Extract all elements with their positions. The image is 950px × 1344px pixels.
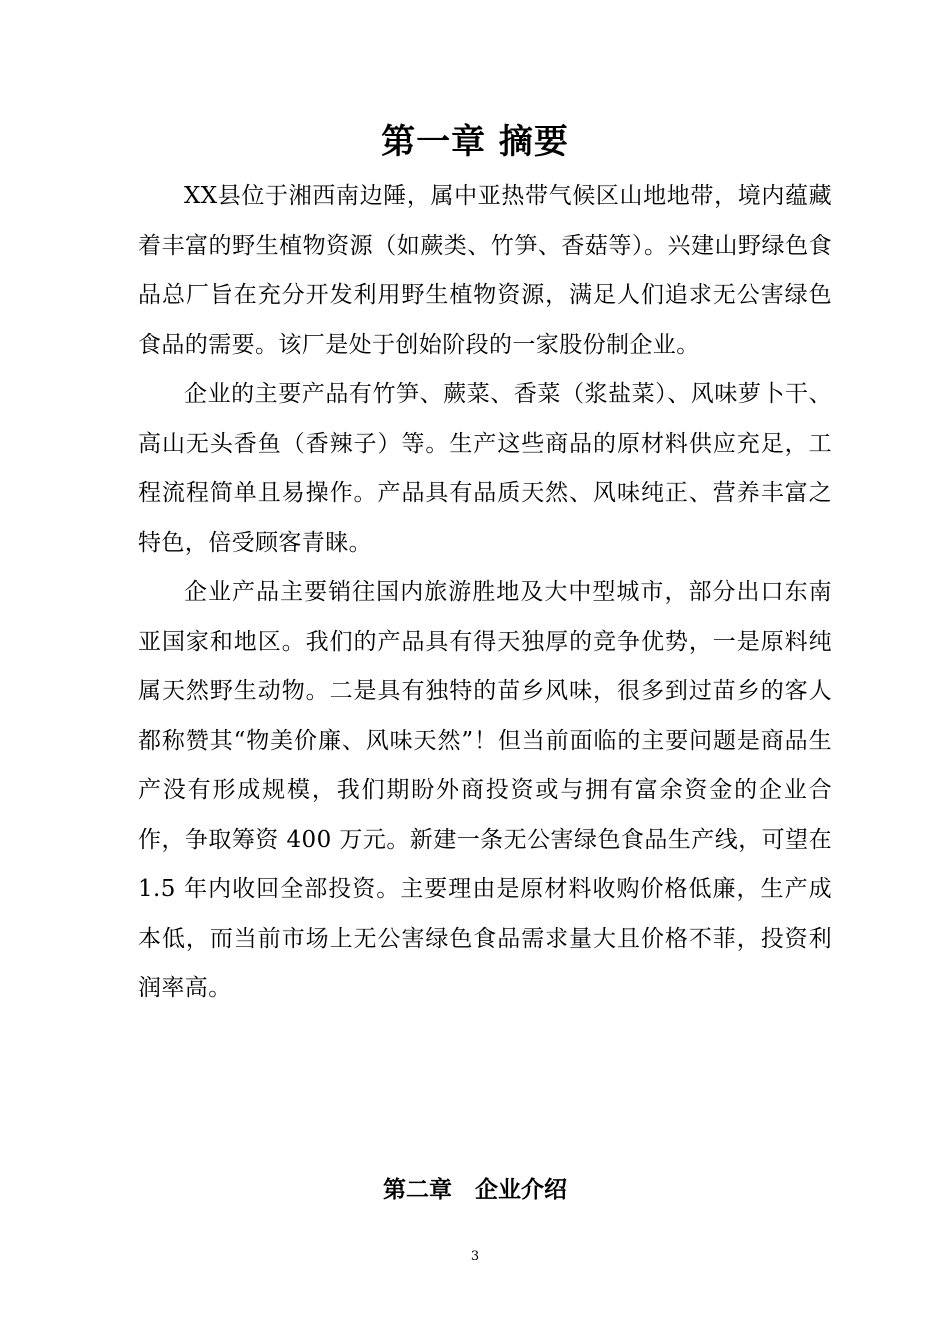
chapter-2-title: 第二章 企业介绍	[383, 1176, 567, 1203]
summary-body	[138, 172, 832, 1014]
page-number: 3	[470, 1249, 480, 1264]
paragraph-market: 企业产品主要销往国内旅游胜地及大中型城市，部分出口东南亚国家和地区。我们的产品具有得天独厚的竞争优势，一是原料纯属天然野生动物。二是具有独特的苗乡风味，很多到过苗乡的客人都称赞其“物美价廉、风味天然”！但当前面临的主要问题是商品生产没有形成规模，我们期盼外商投资或与拥有富余资金的企业合作，争取筹资 400 万元。新建一条无公害绿色食品生产线，可望在 1.5 年内收回全部投资。主要理由是原材料收购价格低廉，生产成本低，而当前市场上无公害绿色食品需求量大且价格不菲，投资利润率高。	[138, 579, 832, 1001]
paragraph-intro: XX县位于湘西南边陲，属中亚热带气候区山地地带，境内蕴藏着丰富的野生植物资源（如蕨类、竹笋、香菇等）。兴建山野绿色食品总厂旨在充分开发利用野生植物资源，满足人们追求无公害绿色食品的需要。该厂是处于创始阶段的一家股份制企业。	[138, 183, 832, 358]
paragraph-products: 企业的主要产品有竹笋、蕨菜、香菜（浆盐菜）、风味萝卜干、高山无头香鱼（香辣子）等。生产这些商品的原材料供应充足，工程流程简单且易操作。产品具有品质天然、风味纯正、营养丰富之特色，倍受顾客青睐。	[138, 381, 832, 556]
chapter-1-title: 第一章 摘要	[381, 122, 569, 162]
